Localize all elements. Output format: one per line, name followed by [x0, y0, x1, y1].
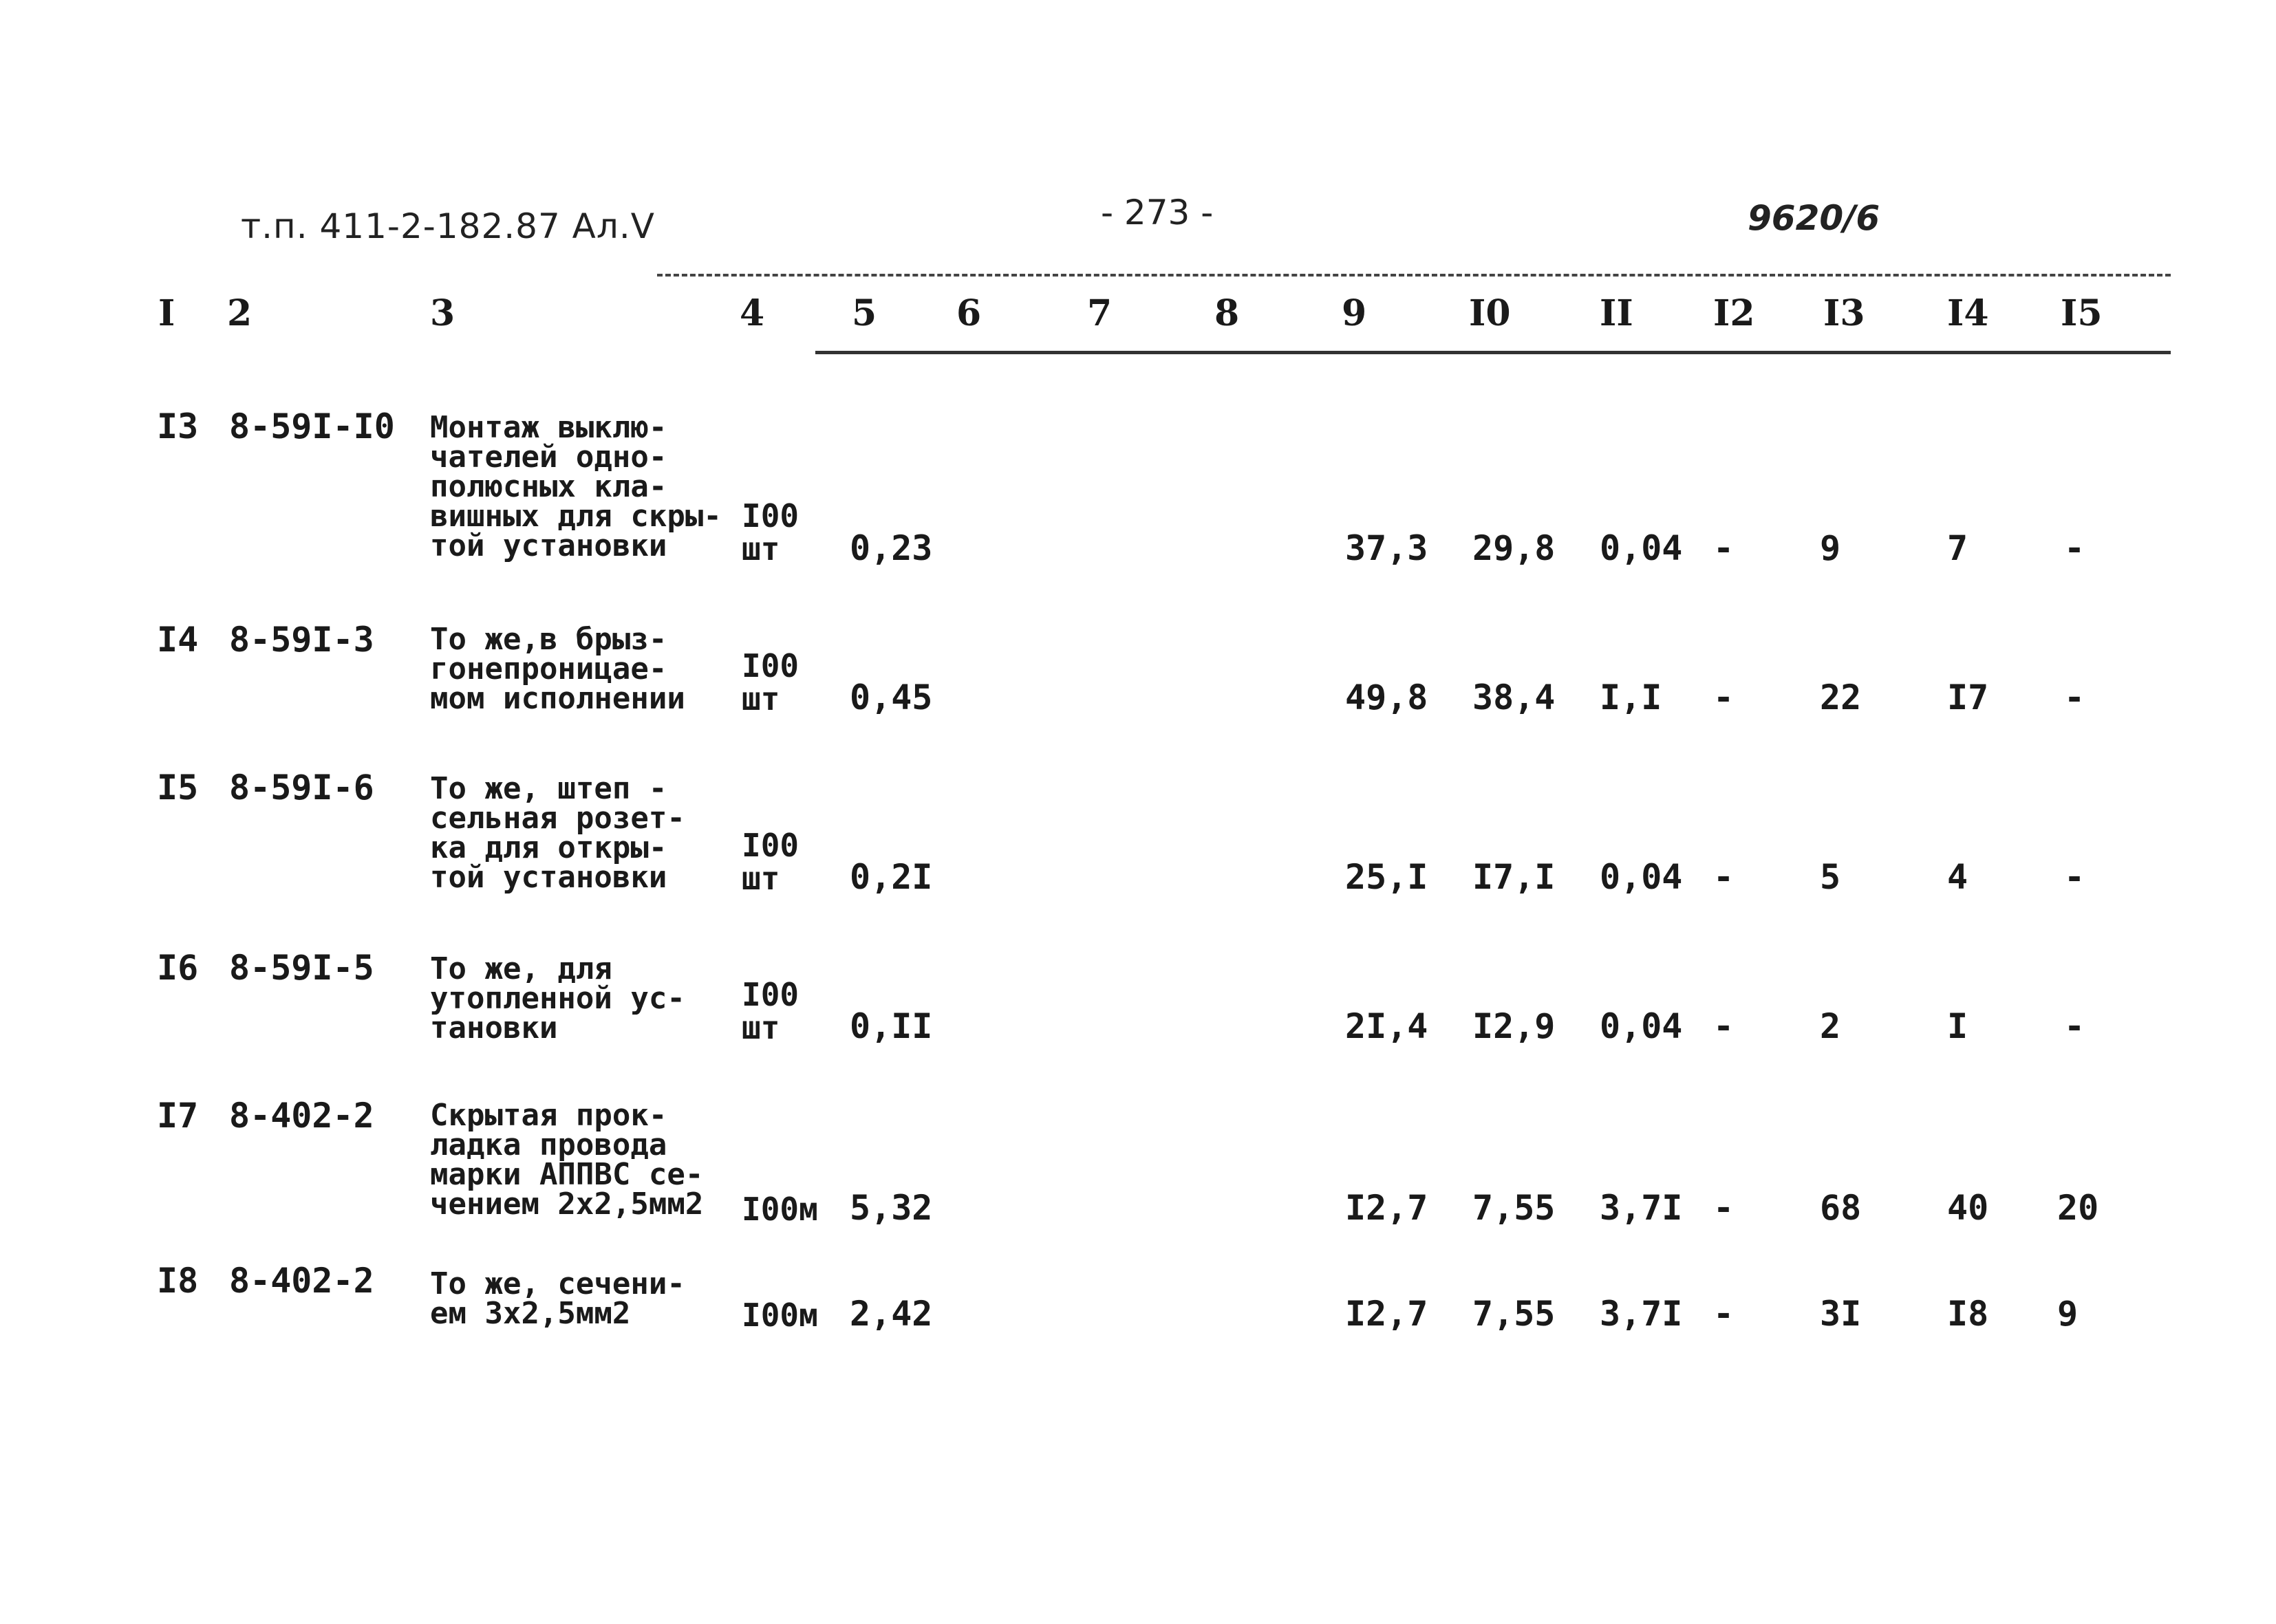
row-col-12: -: [1713, 1006, 1735, 1046]
column-header-1: I: [158, 292, 175, 334]
row-col-15: -: [2064, 528, 2085, 568]
row-col-15: -: [2064, 678, 2085, 717]
row-col-9: 49,8: [1345, 678, 1428, 717]
row-code: 8-402-2: [229, 1096, 374, 1136]
row-unit: I00 шт: [742, 976, 799, 1046]
column-header-8: 8: [1214, 292, 1240, 334]
row-col-9: 37,3: [1345, 528, 1428, 568]
row-description: То же, сечени- ем 3х2,5мм2: [430, 1266, 685, 1331]
row-col-9: 2I,4: [1345, 1006, 1428, 1046]
row-col-15: 20: [2057, 1188, 2099, 1228]
row-description: То же, для утопленной ус- тановки: [430, 951, 685, 1046]
row-col-11: 3,7I: [1600, 1294, 1683, 1334]
column-header-3: 3: [430, 292, 455, 334]
row-description: Скрытая прок- ладка провода марки АППВС се- чением 2х2,5мм2: [430, 1098, 704, 1222]
row-col-12: -: [1713, 528, 1735, 568]
row-code: 8-59I-6: [229, 768, 374, 808]
row-col-14: I7: [1947, 678, 1989, 717]
row-col-10: I7,I: [1472, 857, 1556, 897]
column-header-9: 9: [1342, 292, 1367, 334]
row-unit: I00 шт: [742, 827, 799, 897]
column-header-4: 4: [740, 292, 765, 334]
row-col-13: 22: [1820, 678, 1862, 717]
column-header-11: II: [1600, 292, 1633, 334]
row-number: I8: [157, 1261, 199, 1301]
row-quantity: 0,23: [850, 528, 933, 568]
page-number: - 273 -: [1101, 193, 1214, 232]
row-col-12: -: [1713, 1188, 1735, 1228]
row-col-10: 38,4: [1472, 678, 1556, 717]
header-bottom-rule: [815, 351, 2171, 354]
row-col-13: 68: [1820, 1188, 1862, 1228]
row-col-15: -: [2064, 857, 2085, 897]
row-col-14: I8: [1947, 1294, 1989, 1334]
row-col-14: 40: [1947, 1188, 1989, 1228]
row-description: То же, штеп - сельная розет- ка для откры- той установки: [430, 771, 685, 895]
header-top-rule: [657, 274, 2171, 277]
row-number: I3: [157, 407, 199, 446]
column-header-12: I2: [1713, 292, 1755, 334]
column-header-10: I0: [1469, 292, 1511, 334]
row-unit: I00м: [742, 1191, 818, 1228]
row-col-11: 3,7I: [1600, 1188, 1683, 1228]
row-col-14: 7: [1947, 528, 1968, 568]
row-col-10: 29,8: [1472, 528, 1556, 568]
row-code: 8-59I-I0: [229, 407, 395, 446]
row-col-11: 0,04: [1600, 528, 1683, 568]
row-col-11: 0,04: [1600, 1006, 1683, 1046]
row-col-13: 5: [1820, 857, 1841, 897]
row-col-13: 2: [1820, 1006, 1841, 1046]
row-unit: I00 шт: [742, 647, 799, 717]
row-col-9: I2,7: [1345, 1188, 1428, 1228]
row-quantity: 0,2I: [850, 857, 933, 897]
column-header-7: 7: [1087, 292, 1113, 334]
column-header-14: I4: [1947, 292, 1989, 334]
row-col-10: 7,55: [1472, 1294, 1556, 1334]
column-header-6: 6: [956, 292, 982, 334]
document-code: т.п. 411-2-182.87 Ал.V: [241, 206, 655, 246]
row-quantity: 0,II: [850, 1006, 933, 1046]
row-number: I5: [157, 768, 199, 808]
row-col-9: 25,I: [1345, 857, 1428, 897]
row-quantity: 5,32: [850, 1188, 933, 1228]
sheet-code: 9620/6: [1748, 198, 1880, 238]
row-col-14: I: [1947, 1006, 1968, 1046]
row-col-11: 0,04: [1600, 857, 1683, 897]
row-col-15: 9: [2057, 1294, 2079, 1334]
row-col-9: I2,7: [1345, 1294, 1428, 1334]
row-unit: I00м: [742, 1297, 818, 1334]
row-col-10: I2,9: [1472, 1006, 1556, 1046]
row-col-13: 9: [1820, 528, 1841, 568]
row-unit: I00 шт: [742, 497, 799, 567]
row-description: То же,в брыз- гонепроницае- мом исполнении: [430, 622, 685, 716]
row-col-13: 3I: [1820, 1294, 1862, 1334]
row-number: I7: [157, 1096, 199, 1136]
row-quantity: 2,42: [850, 1294, 933, 1334]
row-quantity: 0,45: [850, 678, 933, 717]
row-col-12: -: [1713, 1294, 1735, 1334]
row-col-10: 7,55: [1472, 1188, 1556, 1228]
column-header-2: 2: [227, 292, 253, 334]
row-col-15: -: [2064, 1006, 2085, 1046]
column-header-13: I3: [1823, 292, 1865, 334]
row-col-12: -: [1713, 857, 1735, 897]
column-header-5: 5: [852, 292, 877, 334]
row-code: 8-59I-3: [229, 620, 374, 660]
column-header-15: I5: [2061, 292, 2103, 334]
row-number: I6: [157, 948, 199, 988]
row-code: 8-402-2: [229, 1261, 374, 1301]
row-col-14: 4: [1947, 857, 1968, 897]
row-col-11: I,I: [1600, 678, 1662, 717]
row-description: Монтаж выклю- чателей одно- полюсных кла- вишных для скры- той установки: [430, 410, 722, 563]
row-code: 8-59I-5: [229, 948, 374, 988]
row-col-12: -: [1713, 678, 1735, 717]
row-number: I4: [157, 620, 199, 660]
